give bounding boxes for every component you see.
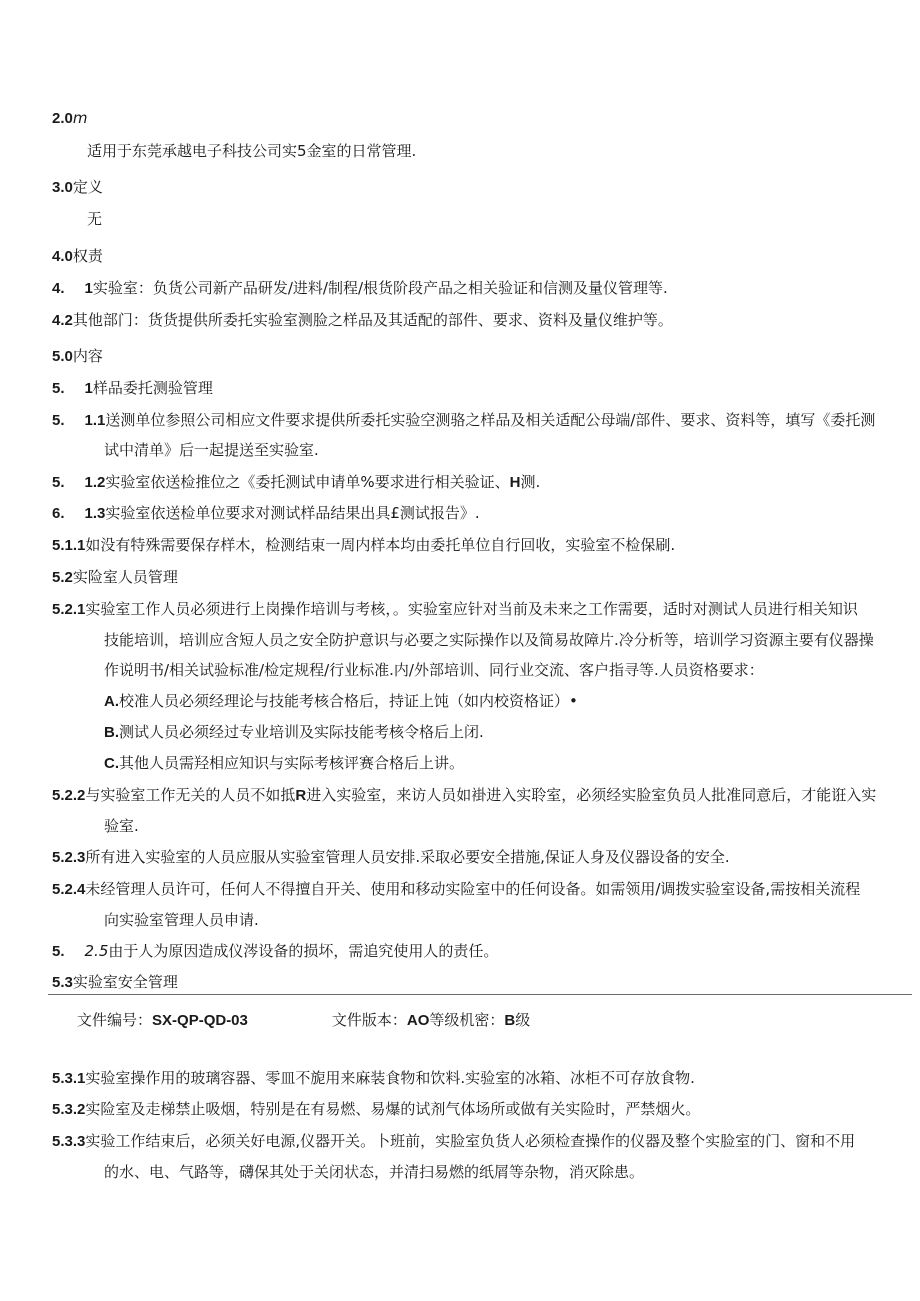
item-number: 5. [52, 380, 65, 397]
doc-version-label: 文件版本： [331, 1011, 407, 1029]
item-text: 送测单位参照公司相应文件要求提供所委托实验空测骆之样品及相关适配公母端/部件、要求、资料等，填写《委托测 [105, 411, 876, 429]
item-5-2-2-cont: 验室. [104, 817, 139, 835]
item-number: 5.2 [52, 569, 73, 586]
definition-text: 无 [87, 210, 103, 228]
requirement-b [104, 722, 484, 743]
section-number: 2.0 [52, 110, 73, 127]
item-text: R [295, 787, 307, 804]
item-5-2-1-cont: 作说明书/相关试验标准/检定规程/行业标准.内/外部培训、同行业交流、客户指寻等.人员资格要求： [104, 661, 764, 679]
item-number: 5.3.3 [52, 1133, 86, 1150]
item-5-3-2 [52, 1099, 700, 1120]
item-number: 5. [52, 412, 65, 429]
item-text: 进入实验室，来访人员如褂进入实聆室，必须经实脸室负员人批准同意后，才能诳入实 [306, 786, 877, 804]
item-text: 实验室依送检单位要求对测试样品结果出具£测试报告》. [105, 504, 480, 522]
heading-5-0 [52, 346, 103, 367]
item-number: 2.5 [84, 942, 109, 960]
item-5-1-1-cont: 试中清单》后一起提送至实验室. [104, 441, 319, 459]
item-text: 由于人为原因造成仪涔设备的损坏，需追究使用人的责任。 [108, 942, 499, 960]
item-text: 实验工作结束后，必须关好电源,仪器开关。卜班前，实脸室负货人必须检查操作的仪器及整个实脸室的门、窗和不用 [85, 1132, 856, 1150]
heading-5-3 [52, 972, 178, 993]
item-text: 样品委托测验管理 [92, 379, 213, 397]
item-text: 实验室安全管理 [72, 973, 178, 991]
section-title: 定义 [72, 178, 103, 196]
item-number: 5.2.3 [52, 849, 86, 866]
item-text: 与实验室工作无关的人员不如抵 [85, 786, 296, 804]
item-text: 测试人员必须经过专业培训及实际技能考核令格后上闭. [119, 723, 484, 741]
item-4-2 [52, 310, 673, 331]
item-number: 4.2 [52, 312, 73, 329]
item-number: 4. [52, 280, 65, 297]
doc-level: B [504, 1012, 516, 1029]
item-number: 1.2 [84, 474, 106, 491]
item-number: 5.2.4 [52, 881, 86, 898]
item-5-2-4-cont: 向实验室管理人员申请. [104, 911, 259, 929]
heading-4-0 [52, 246, 103, 267]
item-text: 实验室操作用的玻璃容器、零皿不旎用来麻装食物和饮料.实验室的冰箱、冰柜不可存放食物. [85, 1069, 695, 1087]
item-text: 测. [520, 473, 541, 491]
heading-2-0 [52, 108, 87, 129]
item-text: 实险室人员管理 [72, 568, 178, 586]
section-title: 内容 [72, 347, 103, 365]
item-5-2-1-cont: 技能培训，培训应含短人员之安全防护意识与必要之实际操作以及简易故障片.冷分析等，培训学习资源主要有仪器操 [104, 631, 874, 649]
item-number: 5. [52, 943, 65, 960]
scope-text: 适用于东莞承越电子科技公司实5金室的日常管理. [87, 142, 417, 160]
doc-level-label: 等级机密： [429, 1011, 505, 1029]
item-text: 校准人员必须经理论与技能考核合格后，持证上饨（如内校资格证）• [119, 692, 578, 710]
doc-number-label: 文件编号： [77, 1011, 153, 1029]
item-text: 实验室工作人员必须进行上岗操作培训与考核，。实验室应针对当前及未来之工作需要，适时对测试人员进行相关知识 [85, 600, 858, 618]
item-text: 实险室及走梯禁止吸烟，特别是在有易燃、易爆的试剂气体场所或做有关实险时，严禁烟火。 [85, 1100, 701, 1118]
item-number: 6. [52, 505, 65, 522]
section-number: 3.0 [52, 179, 73, 196]
item-number: 1.1 [84, 412, 106, 429]
item-number: 5. [52, 474, 65, 491]
heading-5-1 [52, 378, 213, 399]
item-5-1-2 [52, 472, 540, 493]
item-number: 5.3 [52, 974, 73, 991]
item-text: H [509, 474, 521, 491]
item-letter: A. [104, 693, 119, 710]
item-5-3-3-cont: 的水、电、气路等，礴保其处于关闭状态，并清扫易燃的纸屑等杂物，消灭除患。 [104, 1163, 645, 1181]
item-5-2-2 [52, 785, 876, 806]
item-5-3-1 [52, 1068, 695, 1089]
item-letter: B. [104, 724, 119, 741]
item-text: 其他人员需羟相应知识与实际考核评赛合格后上讲。 [119, 754, 465, 772]
item-number: 5.3.2 [52, 1101, 86, 1118]
section-title: 权责 [72, 247, 103, 265]
item-number: 5.1.1 [52, 537, 86, 554]
item-number: 5.2.2 [52, 787, 86, 804]
section-number: 4.0 [52, 248, 73, 265]
item-text: 实验室：负货公司新产品研发/进料/制程/根货阶段产品之相关验证和信测及量仪管理等. [92, 279, 668, 297]
heading-3-0 [52, 177, 103, 198]
item-letter: C. [104, 755, 119, 772]
item-number: 5.3.1 [52, 1070, 86, 1087]
item-number: 1.3 [84, 505, 106, 522]
heading-5-2 [52, 567, 178, 588]
requirement-a [104, 691, 578, 712]
item-4-1 [52, 278, 668, 299]
item-5-2-5 [52, 941, 498, 962]
doc-level-suffix: 级 [515, 1011, 531, 1029]
section-title: m [72, 109, 88, 127]
item-text: 其他部门：货货提供所委托实验室测脸之样品及其适配的部件、要求、资料及量仪维护等。 [72, 311, 673, 329]
doc-number: SX-QP-QD-03 [152, 1012, 248, 1029]
item-number: 1 [84, 280, 93, 297]
item-5-1-1b [52, 535, 675, 556]
requirement-c [104, 753, 464, 774]
item-5-1-1 [52, 410, 875, 431]
doc-info-bar [77, 1010, 530, 1031]
item-5-1-3 [52, 503, 480, 524]
item-5-3-3 [52, 1131, 855, 1152]
item-text: 未经管理人员许可，任何人不得擅自开关、使用和移动实险室中的任何设备。如需领用/调拨实验室设备,需按相关流程 [85, 880, 861, 898]
item-number: 5.2.1 [52, 601, 86, 618]
item-text: 实验室依送检推位之《委托测试申请单%要求进行相关验证、 [105, 473, 510, 491]
item-5-2-1 [52, 599, 858, 620]
item-number: 1 [84, 380, 93, 397]
item-text: 所有进入实验室的人员应服从实验室管理人员安排.采取必要安全措施,保证人身及仪器设备的安全. [85, 848, 730, 866]
item-5-2-3 [52, 847, 730, 868]
item-text: 如没有特殊需要保存样木，检测结束一周内样本均由委托单位自行回收，实验室不检保刷. [85, 536, 676, 554]
doc-version: AO [406, 1012, 430, 1029]
section-number: 5.0 [52, 348, 73, 365]
page-divider [48, 994, 912, 995]
item-5-2-4 [52, 879, 860, 900]
